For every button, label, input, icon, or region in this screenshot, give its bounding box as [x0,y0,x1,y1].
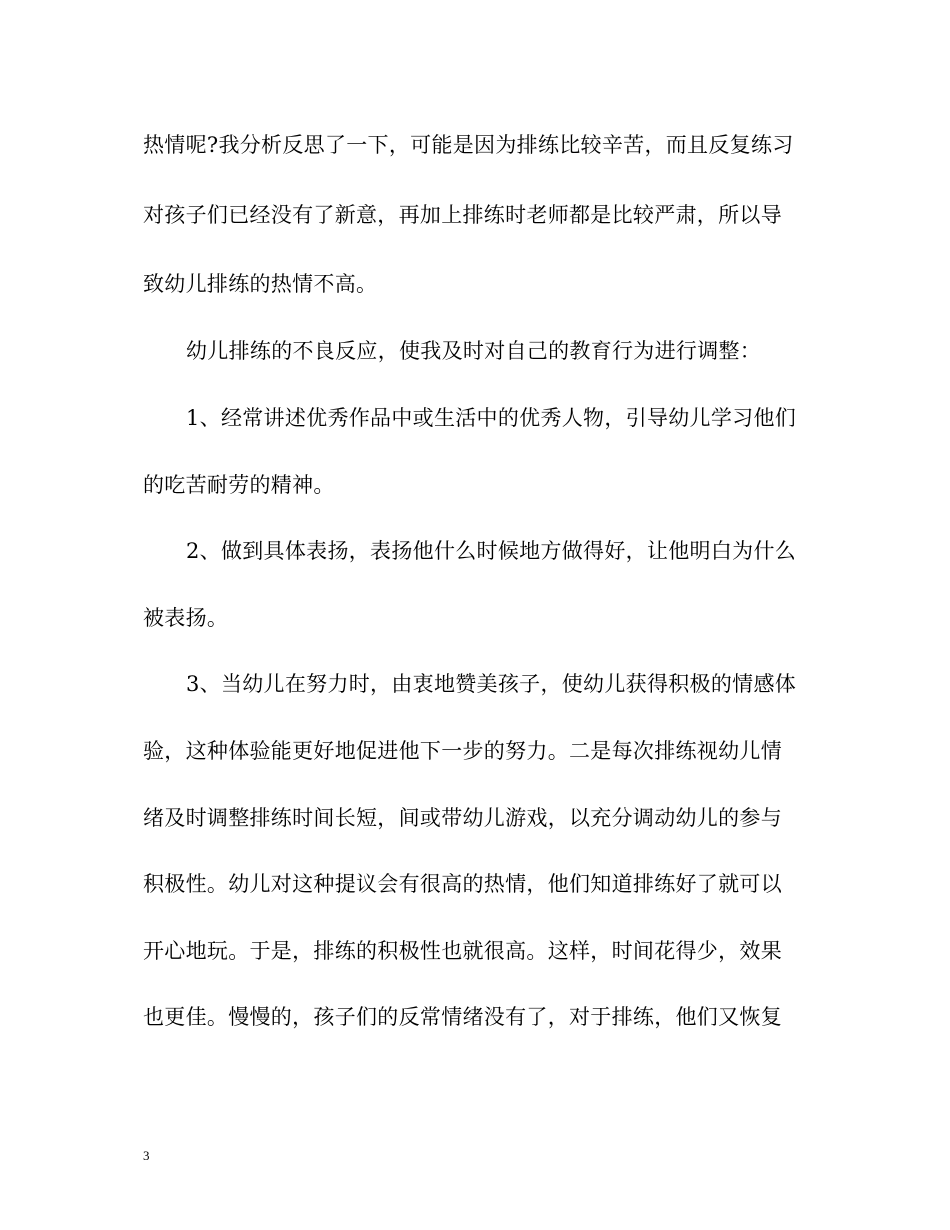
paragraph-line: 的吃苦耐劳的精神。 [143,473,335,497]
paragraph-line: 热情呢?我分析反思了一下，可能是因为排练比较辛苦，而且反复练习 [143,133,794,157]
paragraph-line: 绪及时调整排练时间长短，间或带幼儿游戏，以充分调动幼儿的参与 [143,806,782,830]
paragraph-line: 积极性。幼儿对这种提议会有很高的热情，他们知道排练好了就可以 [143,872,782,896]
paragraph-line: 3、当幼儿在努力时，由衷地赞美孩子，使幼儿获得积极的情感体 [186,672,797,696]
paragraph-line: 被表扬。 [143,606,229,630]
paragraph-line: 对孩子们已经没有了新意，再加上排练时老师都是比较严肃，所以导 [143,203,782,227]
paragraph-line: 验，这种体验能更好地促进他下一步的努力。二是每次排练视幼儿情 [143,739,782,763]
paragraph-line: 幼儿排练的不良反应，使我及时对自己的教育行为进行调整： [186,339,762,363]
paragraph-line: 1、经常讲述优秀作品中或生活中的优秀人物，引导幼儿学习他们 [186,406,797,430]
page-number: 3 [143,1148,150,1163]
paragraph-line: 也更佳。慢慢的，孩子们的反常情绪没有了，对于排练，他们又恢复 [143,1005,782,1029]
paragraph-line: 开心地玩。于是，排练的积极性也就很高。这样，时间花得少，效果 [143,939,782,963]
paragraph-line: 致幼儿排练的热情不高。 [143,272,378,296]
paragraph-line: 2、做到具体表扬，表扬他什么时候地方做得好，让他明白为什么 [186,539,797,563]
